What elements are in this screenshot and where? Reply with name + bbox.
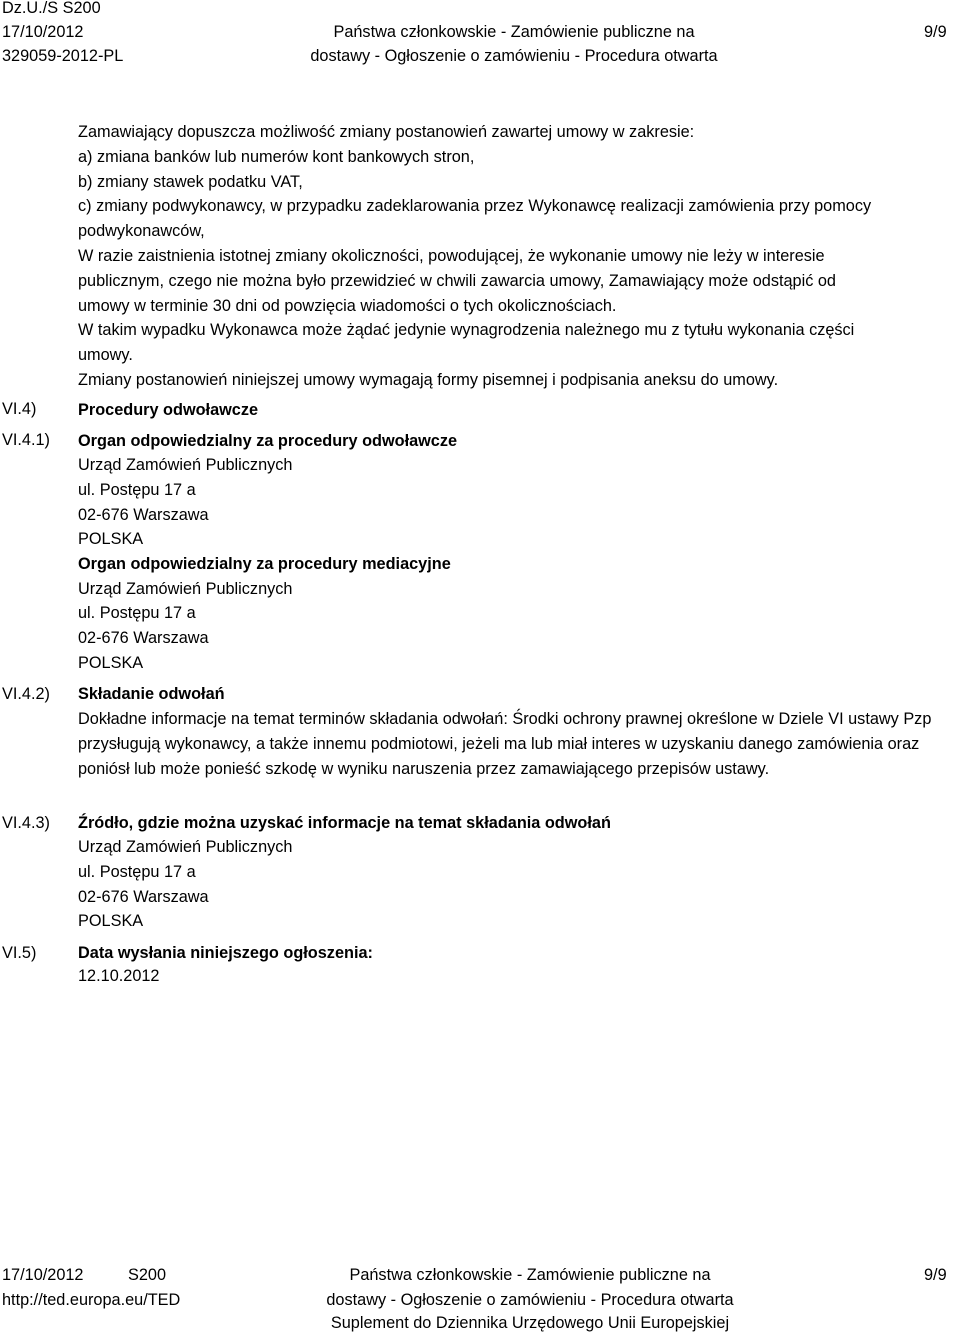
section-number-vi5: VI.5) xyxy=(2,944,37,962)
body-line: b) zmiany stawek podatku VAT, xyxy=(78,172,303,191)
footer-title-line2: dostawy - Ogłoszenie o zamówieniu - Procedura otwarta xyxy=(326,1291,734,1309)
footer-page-number: 9/9 xyxy=(924,1266,947,1284)
section-title-vi42: Składanie odwołań xyxy=(78,685,225,703)
body-line: a) zmiana banków lub numerów kont bankowych stron, xyxy=(78,147,475,166)
body-line: W takim wypadku Wykonawca może żądać jedynie wynagrodzenia należnego mu z tytułu wykonania części xyxy=(78,321,855,340)
footer-url[interactable]: http://ted.europa.eu/TED xyxy=(2,1291,181,1309)
info-source-city: 02-676 Warszawa xyxy=(78,888,209,906)
section-title-vi5: Data wysłania niniejszego ogłoszenia: xyxy=(78,944,373,962)
mediation-body-name: Urząd Zamówień Publicznych xyxy=(78,580,293,598)
body-line: publicznym, czego nie można było przewidzieć w chwili zawarcia umowy, Zamawiający może odstąpić od xyxy=(78,271,836,290)
header-date: 17/10/2012 xyxy=(2,23,84,41)
footer-title-line1: Państwa członkowskie - Zamówienie publiczne na xyxy=(349,1266,711,1284)
mediation-body-country: POLSKA xyxy=(78,654,144,672)
header-page-number: 9/9 xyxy=(924,23,947,41)
body-line: Zamawiający dopuszcza możliwość zmiany postanowień zawartej umowy w zakresie: xyxy=(78,123,695,141)
info-source-street: ul. Postępu 17 a xyxy=(78,863,196,881)
header-ref: 329059-2012-PL xyxy=(2,47,124,65)
mediation-body-street: ul. Postępu 17 a xyxy=(78,604,196,622)
mediation-body-city: 02-676 Warszawa xyxy=(78,629,209,647)
appeal-body-country: POLSKA xyxy=(78,530,144,548)
dispatch-date: 12.10.2012 xyxy=(78,967,160,985)
section-number-vi43: VI.4.3) xyxy=(2,814,50,832)
section-title-vi43: Źródło, gdzie można uzyskać informacje na temat składania odwołań xyxy=(78,814,611,832)
section-number-vi41: VI.4.1) xyxy=(2,431,50,449)
header-title-line2: dostawy - Ogłoszenie o zamówieniu - Procedura otwarta xyxy=(310,47,718,65)
body-line: umowy w terminie 30 dni od powzięcia wiadomości o tych okolicznościach. xyxy=(78,296,617,315)
body-line: W razie zaistnienia istotnej zmiany okoliczności, powodującej, że wykonanie umowy nie leży w interesie xyxy=(78,246,825,265)
appeal-body-city: 02-676 Warszawa xyxy=(78,506,209,524)
footer-date: 17/10/2012 xyxy=(2,1266,84,1284)
info-source-name: Urząd Zamówień Publicznych xyxy=(78,838,293,856)
appeals-info-text: Dokładne informacje na temat terminów składania odwołań: Środki ochrony prawnej określone w Dziele VI ustawy Pzp przysługują wykonawcy, a także innemu podmiotowi, jeżeli ma lub miał interes w uzyskaniu danego zamówienia oraz poniósł lub może ponieść szkodę w wyniku naruszenia przez zamawiającego przepisów ustawy. xyxy=(78,710,932,778)
section-title-vi41: Organ odpowiedzialny za procedury odwoławcze xyxy=(78,432,458,450)
body-line: c) zmiany podwykonawcy, w przypadku zadeklarowania przez Wykonawcę realizacji zamówienia przy pomocy xyxy=(78,197,872,216)
appeal-body-street: ul. Postępu 17 a xyxy=(78,481,196,499)
info-source-country: POLSKA xyxy=(78,912,144,930)
header-journal: Dz.U./S S200 xyxy=(2,0,101,17)
document-body xyxy=(78,120,954,393)
body-line: Zmiany postanowień niniejszej umowy wymagają formy pisemnej i podpisania aneksu do umowy. xyxy=(78,370,779,389)
footer-series: S200 xyxy=(128,1266,167,1284)
footer-title-line3: Suplement do Dziennika Urzędowego Unii Europejskiej xyxy=(330,1314,730,1332)
header-title-line1: Państwa członkowskie - Zamówienie publiczne na xyxy=(333,23,695,41)
section-number-vi42: VI.4.2) xyxy=(2,685,50,703)
appeal-body-name: Urząd Zamówień Publicznych xyxy=(78,456,293,474)
body-line: umowy. xyxy=(78,346,133,365)
body-line: podwykonawców, xyxy=(78,222,205,241)
section-number-vi4: VI.4) xyxy=(2,400,37,418)
mediation-body-title: Organ odpowiedzialny za procedury mediacyjne xyxy=(78,555,451,573)
section-title-vi4: Procedury odwoławcze xyxy=(78,401,259,419)
